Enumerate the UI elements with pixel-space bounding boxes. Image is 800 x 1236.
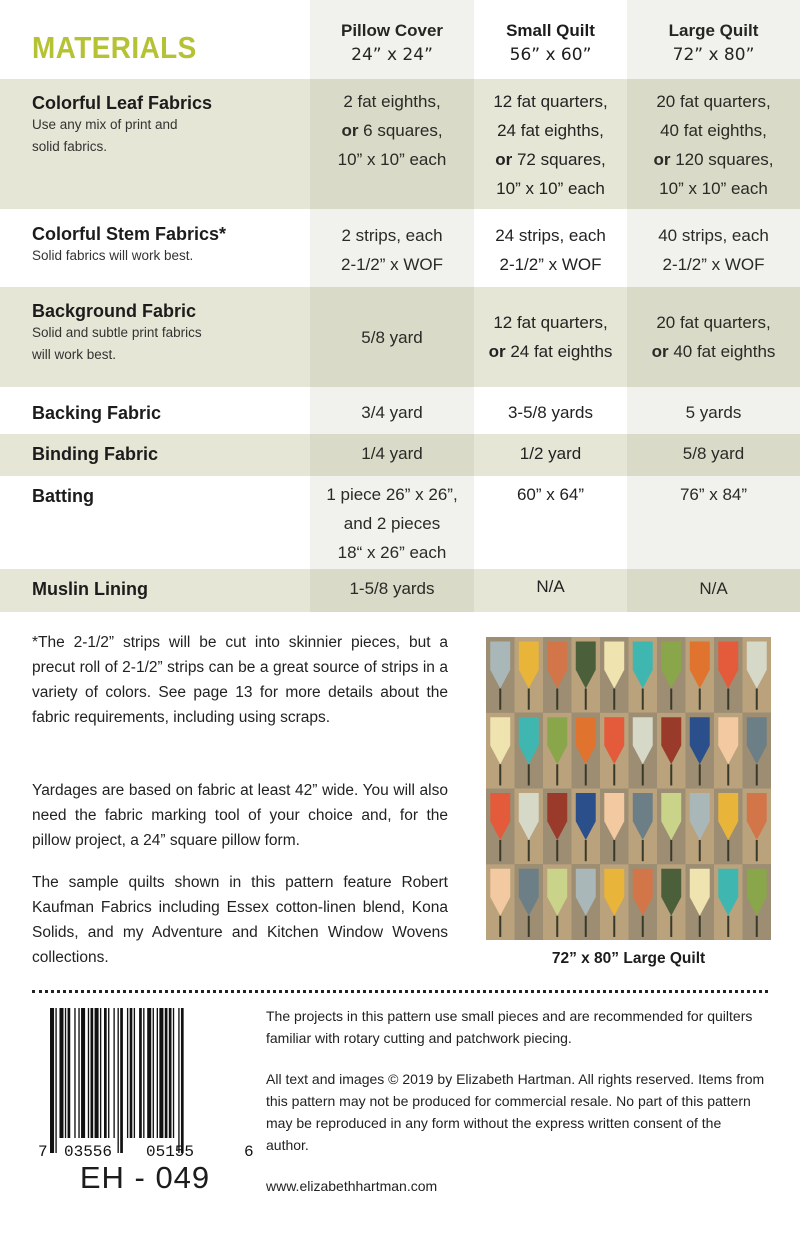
cell-large: 76” x 84” — [679, 485, 748, 504]
table-row — [0, 209, 800, 287]
table-row — [0, 287, 800, 387]
cell-small: 3-5/8 yards — [507, 403, 594, 422]
copyright-note: All text and images © 2019 by Elizabeth Hartman. All rights reserved. Items from this pattern may not be produced for commercial resale. No part of this pattern may be reproduced in any form without the express written consent of the author. — [266, 1071, 765, 1153]
table-row — [0, 387, 800, 434]
cell-small: 12 fat quarters, or 24 fat eighths — [488, 313, 613, 361]
cell-pillow: 2 fat eighths, or 6 squares, 10” x 10” each — [337, 92, 447, 169]
row-label: Colorful Stem Fabrics* Solid fabrics will work best. — [32, 224, 227, 263]
sample-quilts-paragraph: The sample quilts shown in this pattern feature Robert Kaufman Fabrics including Essex cotton-linen blend, Kona Solids, and my Adventure and Kitchen Window Wovens collections. — [32, 874, 448, 966]
cell-pillow: 2 strips, each 2-1/2” x WOF — [340, 226, 443, 274]
cell-small: N/A — [536, 577, 565, 596]
barcode-digits-group1: 03556 — [64, 1143, 113, 1161]
row-label: Muslin Lining — [32, 579, 148, 599]
cell-small: 1/2 yard — [519, 444, 582, 463]
column-header-pillow: Pillow Cover 24” x 24” — [340, 21, 444, 65]
quilt-image — [486, 637, 771, 940]
cell-small: 24 strips, each 2-1/2” x WOF — [495, 226, 606, 274]
table-row — [0, 476, 800, 569]
cell-large: 20 fat quarters, or 40 fat eighths — [651, 313, 776, 361]
cell-large: 5/8 yard — [682, 444, 745, 463]
cell-large: 20 fat quarters, 40 fat eighths, or 120 squares, 10” x 10” each — [653, 92, 774, 198]
cell-large: 40 strips, each 2-1/2” x WOF — [658, 226, 769, 274]
cell-small: 12 fat quarters, 24 fat eighths, or 72 squares, 10” x 10” each — [493, 92, 608, 198]
table-row — [0, 434, 800, 476]
cell-small: 60” x 64” — [516, 485, 585, 504]
cell-large: N/A — [699, 579, 728, 598]
barcode-digit-left: 7 — [38, 1143, 48, 1161]
column-header-small: Small Quilt 56” x 60” — [506, 21, 595, 65]
table-row — [0, 79, 800, 209]
materials-table — [0, 0, 800, 612]
barcode-digits-group2: 05155 — [146, 1143, 195, 1161]
cell-pillow: 1 piece 26” x 26”, and 2 pieces 18“ x 26” each — [326, 485, 458, 562]
cell-pillow: 5/8 yard — [361, 328, 423, 347]
cell-pillow: 1/4 yard — [361, 444, 423, 463]
table-row — [0, 569, 800, 612]
table-header — [0, 0, 800, 79]
skill-note: The projects in this pattern use small pieces and are recommended for quilters familiar with rotary cutting and patchwork piecing. — [266, 1008, 753, 1046]
row-label: Colorful Leaf Fabrics Use any mix of print and solid fabrics. — [32, 93, 213, 154]
cell-pillow: 3/4 yard — [361, 403, 423, 422]
quilt-caption: 72” x 80” Large Quilt — [551, 950, 706, 967]
cell-large: 5 yards — [685, 403, 742, 422]
row-label: Batting — [32, 486, 94, 506]
footnote-paragraph: *The 2-1/2” strips will be cut into skinnier pieces, but a precut roll of 2-1/2” strips can be a great source of strips in a variety of colors. See page 13 for more details about the fabric requirements, including using scraps. — [32, 634, 448, 726]
barcode-digit-right: 6 — [244, 1143, 254, 1161]
cell-pillow: 1-5/8 yards — [349, 579, 435, 598]
row-label: Background Fabric Solid and subtle print fabrics will work best. — [32, 301, 202, 362]
website-link[interactable]: www.elizabethhartman.com — [266, 1178, 438, 1194]
pattern-code: EH - 049 — [79, 1160, 211, 1195]
column-header-large: Large Quilt 72” x 80” — [668, 21, 759, 65]
page-title: MATERIALS — [32, 30, 197, 65]
yardage-paragraph: Yardages are based on fabric at least 42” wide. You will also need the fabric marking tool of your choice and, for the pillow project, a 24” square pillow form. — [32, 782, 448, 849]
dotted-divider — [32, 990, 768, 993]
row-label: Backing Fabric — [32, 403, 162, 423]
row-label: Binding Fabric — [32, 444, 158, 464]
